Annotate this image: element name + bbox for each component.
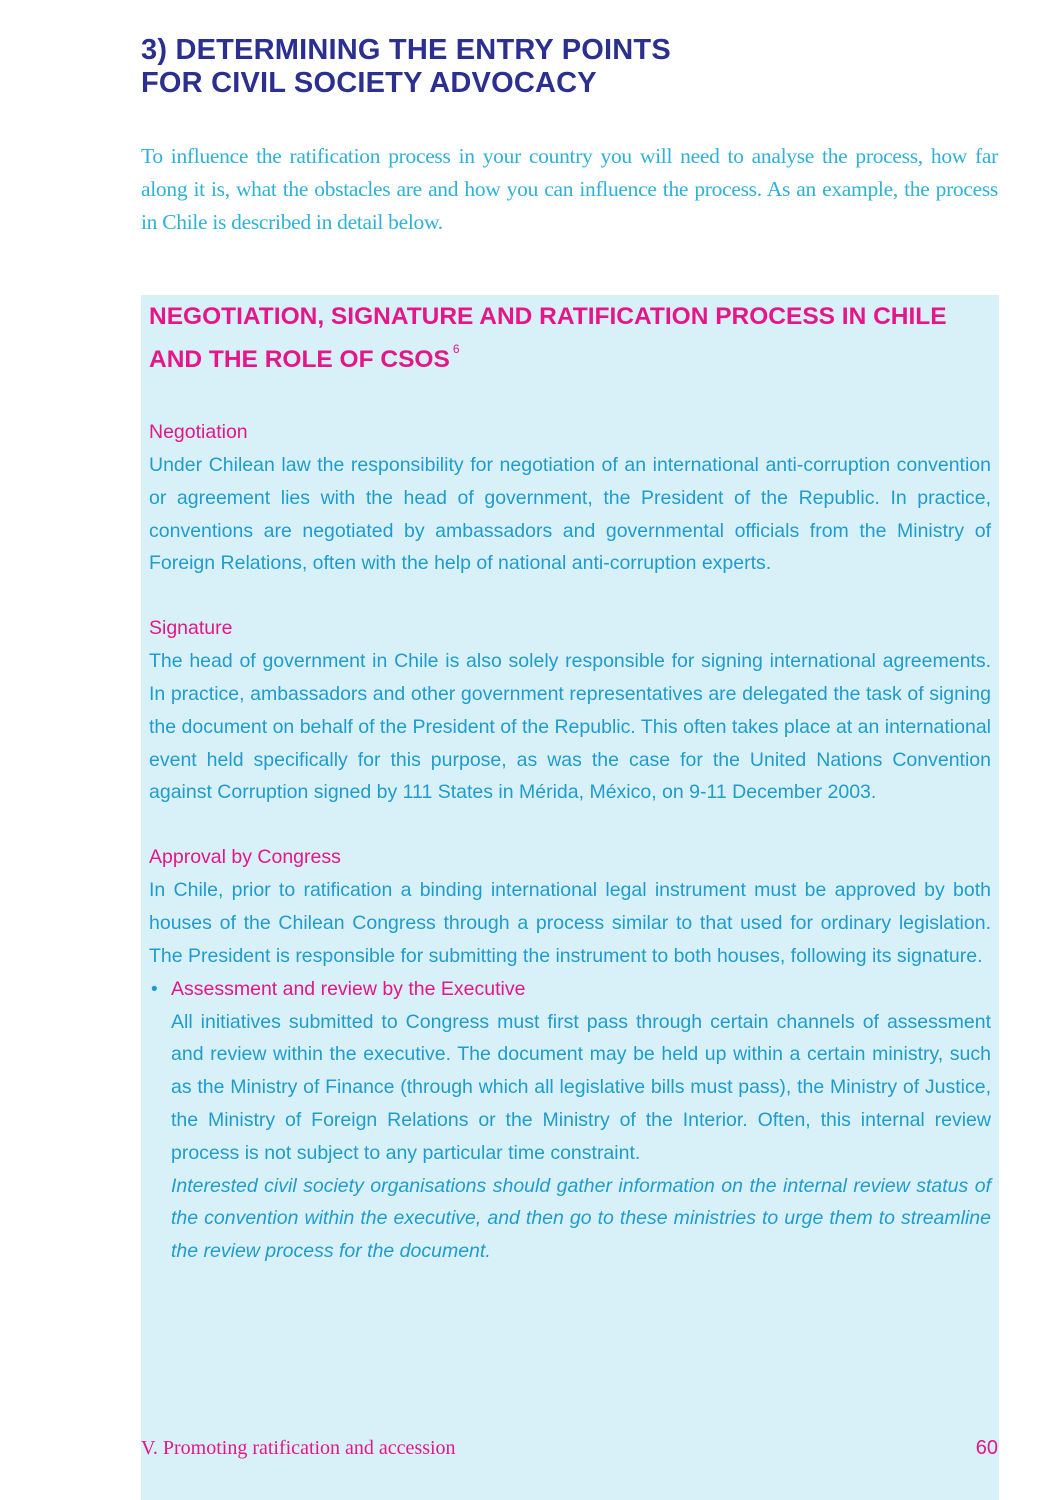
bullet-icon: • xyxy=(151,978,158,1000)
heading-line-1: 3) DETERMINING THE ENTRY POINTS xyxy=(141,34,671,66)
intro-paragraph: To influence the ratification process in your country you will need to analyse the process, how far along it is, what the obstacles are and how you can influence the process. As an example, the process in Chile is described in detail below. xyxy=(141,144,998,234)
heading-line-2: FOR CIVIL SOCIETY ADVOCACY xyxy=(141,67,597,99)
bullet-italic-text: Interested civil society organisations should gather information on the internal review status of the convention within the executive, and then go to these ministries to urge them to streamline the review process for the document. xyxy=(171,1174,991,1263)
page-heading xyxy=(141,34,1001,100)
bullet-item xyxy=(149,973,991,1268)
case-study-box xyxy=(141,295,999,1500)
box-title xyxy=(149,301,991,376)
signature-text: The head of government in Chile is also solely responsible for signing international agreements. In practice, ambassadors and other government representatives are delegated the task of signing the document on behalf of the President of the Republic. This often takes place at an international event held specifically for this purpose, as was the case for the United Nations Convention against Corruption signed by 111 States in Mérida, México, on 9-11 December 2003. xyxy=(149,650,991,804)
page-number: 60 xyxy=(975,1437,998,1459)
footnote-marker: 6 xyxy=(452,342,460,356)
approval-text: In Chile, prior to ratification a binding international legal instrument must be approved by both houses of the Chilean Congress through a process similar to that used for ordinary legislation. The President is responsible for submitting the instrument to both houses, following its signature. xyxy=(149,879,991,967)
section-signature xyxy=(149,612,991,809)
negotiation-title: Negotiation xyxy=(149,421,248,443)
bullet-text: All initiatives submitted to Congress must first pass through certain channels of assessment and review within the executive. The document may be held up within a certain ministry, such as the Ministry of Finance (through which all legislative bills must pass), the Ministry of Justice, the Ministry of Foreign Relations or the Ministry of the Interior. Often, this internal review process is not subject to any particular time constraint. xyxy=(171,1010,991,1164)
negotiation-text: Under Chilean law the responsibility for negotiation of an international anti-corruption convention or agreement lies with the head of government, the President of the Republic. In practice, conventions are negotiated by ambassadors and governmental officials from the Ministry of Foreign Relations, often with the help of national anti-corruption experts. xyxy=(149,454,991,575)
bullet-title: Assessment and review by the Executive xyxy=(171,977,526,1000)
section-negotiation xyxy=(149,416,991,580)
section-approval xyxy=(149,841,991,972)
signature-title: Signature xyxy=(149,617,233,640)
box-title-line-2: AND THE ROLE OF CSOS xyxy=(149,346,450,373)
box-title-line-1: NEGOTIATION, SIGNATURE AND RATIFICATION PROCESS IN CHILE xyxy=(149,303,947,330)
footer-section-title: V. Promoting ratification and accession xyxy=(141,1437,456,1459)
approval-title: Approval by Congress xyxy=(149,846,341,869)
